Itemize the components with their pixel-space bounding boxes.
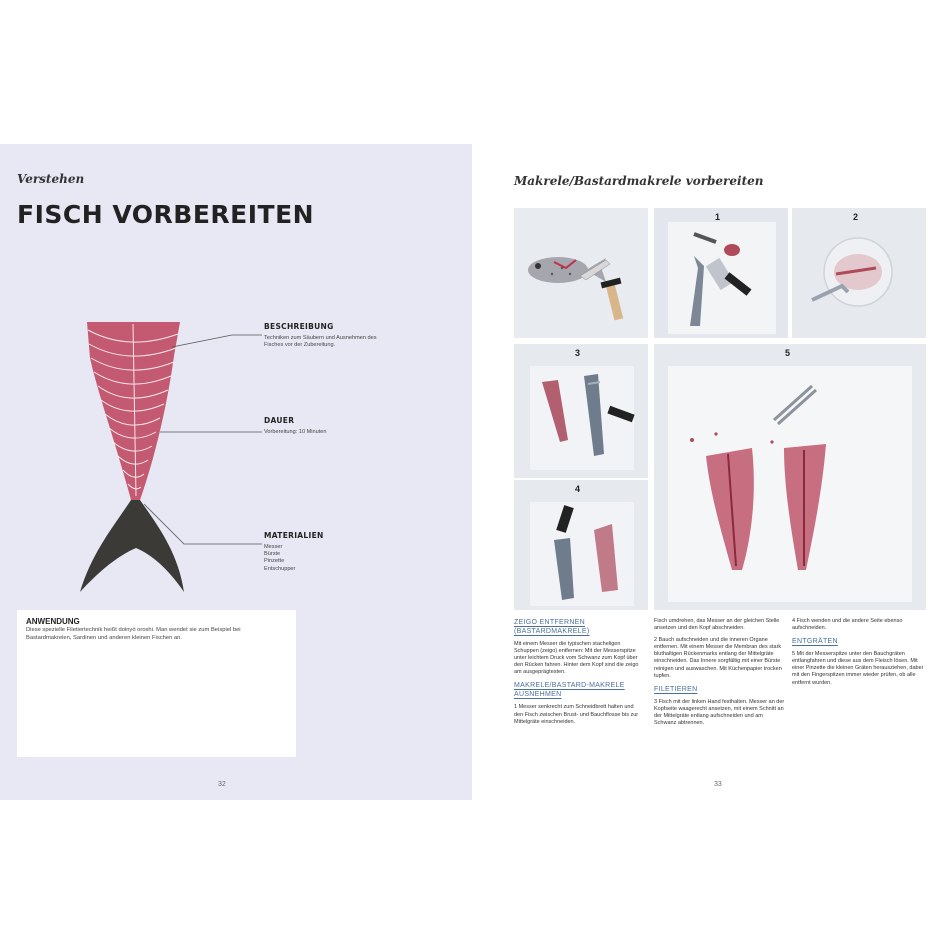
- materials-item: Bürste: [264, 551, 281, 558]
- materials-item: Messer: [264, 544, 283, 550]
- instruction-paragraph: 2 Bauch aufschneiden und die inneren Organe entfernen. Mit einem Messer die Membran des stark bluthaltigen Rückenmarks entlang der Mittelgräte einschneiden. Das Innere sorgfältig mit einer Bürste reinigen und auswaschen. Mit Küchenpapier trocken tupfen.: [654, 637, 782, 679]
- photo-step-number: 5: [785, 348, 791, 358]
- page-number-left: 32: [218, 781, 226, 788]
- photo-step-4: [514, 480, 648, 610]
- text-column-2: [654, 618, 786, 732]
- application-box: [17, 610, 296, 757]
- right-page: [472, 144, 944, 800]
- instruction-paragraph: 5 Mit der Messerspitze unter den Bauchgräten entlangfahren und diese aus dem Fleisch lösen. Mit einer Pinzette die kleinen Gräten herausziehen, dabei mit den Fingerspitzen immer wieder prüfen, ob alle entfernt wurden.: [792, 651, 923, 686]
- section-label: Verstehen: [17, 172, 85, 186]
- section-heading: MAKRELE/BASTARD-MAKRELE AUSNEHMEN: [514, 682, 625, 699]
- photo-step-5: [654, 344, 926, 610]
- materials-list: [264, 544, 394, 573]
- photo-step-2: [792, 208, 926, 338]
- info-description: [264, 322, 394, 349]
- description-heading: BESCHREIBUNG: [264, 322, 334, 331]
- photo-step-number: 2: [853, 212, 859, 222]
- photo-step-number: 1: [715, 212, 721, 222]
- page-number-right: 33: [714, 781, 722, 788]
- info-materials: [264, 531, 394, 573]
- instruction-paragraph: Mit einem Messer die typischen stacheligen Schuppen (zeigo) entfernen: Mit der Messerspitze unter leichtem Druck vom Schwanz zum Kopf über den Rücken fahren. Hinter dem Kopf sind die zeigo am ausgeprägtesten.: [514, 641, 639, 676]
- photo-step-number: 4: [575, 484, 581, 494]
- photo-step-number: 3: [575, 348, 581, 358]
- duration-text: Vorbereitung: 10 Minuten: [264, 429, 327, 435]
- instruction-paragraph: 1 Messer senkrecht zum Schneidbrett halten und den Fisch zwischen Brust- und Bauchflosse bis zur Mittelgräte einschneiden.: [514, 704, 639, 725]
- fish-diagram-icon: [514, 208, 648, 338]
- application-heading: ANWENDUNG: [26, 617, 80, 626]
- materials-heading: MATERIALIEN: [264, 531, 324, 540]
- section-heading: FILETIEREN: [654, 685, 698, 693]
- instruction-paragraph: 3 Fisch mit der linken Hand festhalten. Messer an der Kopfseite waagerecht ansetzen, mit einem Schnitt an der Mittelgräte entlang aufschneiden und am Schwanz abtrennen.: [654, 698, 785, 727]
- instruction-paragraph: Fisch umdrehen, das Messer an der gleichen Stelle ansetzen und den Kopf abschneiden.: [654, 618, 780, 632]
- application-text: Diese spezielle Filetiertechnik heißt doinyö oroshi. Man wendet sie zum Beispiel bei Bastardmakrelen, Sardinen und anderen kleinen Fischen an.: [26, 627, 241, 641]
- fish-tail-fin: [80, 500, 184, 592]
- photo-step-3: [514, 344, 648, 478]
- photo-step-1: [654, 208, 788, 338]
- instruction-paragraph: 4 Fisch wenden und die andere Seite ebenso aufschneiden.: [792, 618, 903, 632]
- section-heading: ENTGRÄTEN: [792, 638, 838, 646]
- materials-item: Entschupper: [264, 565, 296, 572]
- left-page: [0, 144, 472, 800]
- page-title: FISCH VORBEREITEN: [17, 200, 315, 229]
- recipe-title: Makrele/Bastardmakrele vorbereiten: [514, 174, 764, 188]
- section-heading: ZEIGO ENTFERNEN (BASTARDMAKRELE): [514, 619, 590, 635]
- photo-illustration: [514, 208, 648, 338]
- text-column-1: [514, 618, 644, 731]
- materials-item: Pinzette: [264, 558, 285, 565]
- duration-heading: DAUER: [264, 416, 295, 425]
- info-duration: [264, 416, 394, 436]
- text-column-3: [792, 618, 924, 692]
- description-text: Techniken zum Säubern und Ausnehmen des Fisches vor der Zubereitung.: [264, 335, 377, 349]
